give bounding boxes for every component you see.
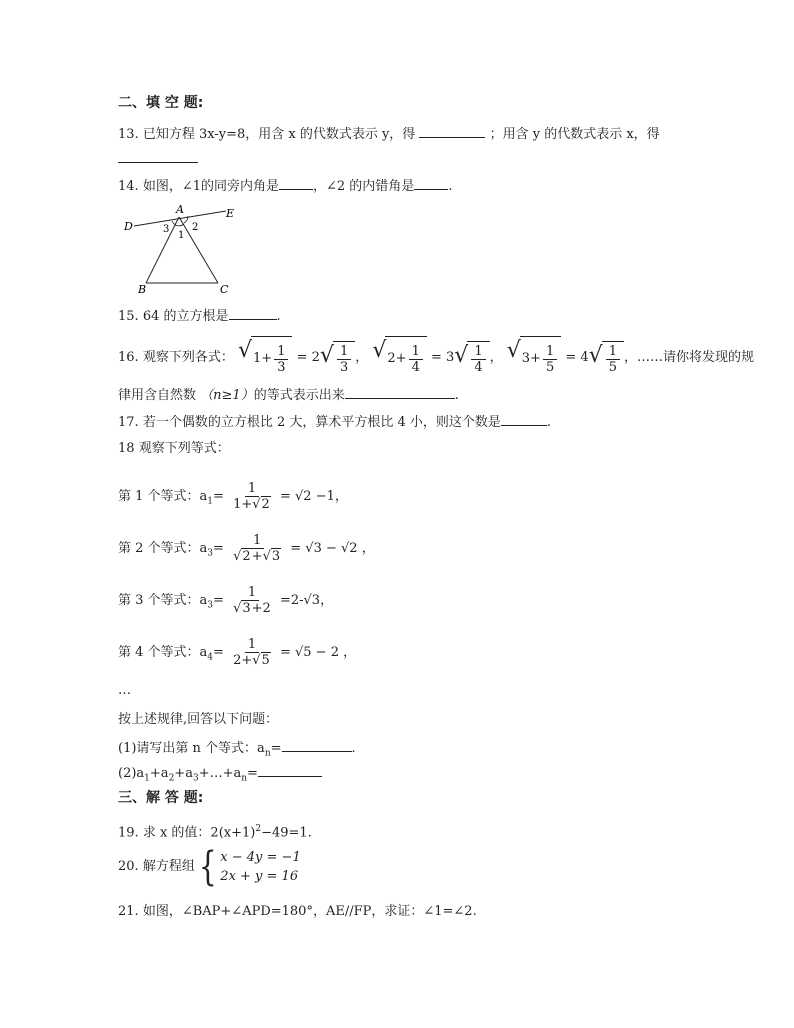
- q16-expr-1-rhs: √ $\frac{1}{3}$: [320, 341, 355, 375]
- q17-text: 若一个偶数的立方根比 2 大，算术平方根比 4 小，则这个数是: [142, 415, 501, 430]
- system-eq-2: 2x + y = 16: [220, 868, 299, 884]
- label-e: E: [226, 207, 235, 220]
- eq1-fraction: $\frac{1}{1+√2}$: [233, 481, 270, 512]
- q13-text: 已知方程 3x-y=8，用含 x 的代数式表示 y，得: [142, 127, 416, 142]
- q16-expr-2: √ 2+ $\frac{1}{4}$: [372, 336, 426, 379]
- q18-p1-blank[interactable]: [282, 739, 352, 752]
- label-c: C: [220, 283, 229, 295]
- equation-1: [118, 478, 348, 518]
- equation-2: [118, 530, 375, 570]
- q18-number: 18: [118, 441, 135, 456]
- eq3-sub: 3: [207, 600, 214, 611]
- question-21: [118, 904, 477, 920]
- q17-end: .: [546, 415, 552, 430]
- q16-blank[interactable]: [345, 386, 455, 399]
- q17-number: 17.: [118, 415, 139, 430]
- q18-p2-rest: +a: [149, 766, 169, 781]
- q13-blank-2[interactable]: [118, 150, 198, 163]
- q16-condition: （n≥1）: [200, 388, 254, 403]
- q14-text-2: ，∠2 的内错角是: [313, 179, 415, 194]
- q16-expr-3: √ 3+ $\frac{1}{5}$: [507, 336, 561, 379]
- question-19: [118, 821, 312, 841]
- angle-arc-1: [175, 224, 184, 226]
- label-angle-3: 3: [163, 224, 170, 235]
- label-angle-1: 1: [178, 230, 185, 241]
- q18-text: 观察下列等式：: [138, 441, 230, 456]
- q15-number: 15.: [118, 309, 139, 324]
- q21-text: 如图，∠BAP+∠APD=180°，AE//FP，求证：∠1=∠2.: [142, 904, 477, 919]
- q18-instructions: 按上述规律,回答以下问题：: [118, 712, 279, 727]
- ellipsis: …: [118, 683, 131, 698]
- q16-text-4: 的等式表示出来: [253, 388, 345, 403]
- q18-p2-blank[interactable]: [258, 764, 322, 777]
- label-d: D: [124, 220, 133, 233]
- eq4-fraction: $\frac{1}{2+√5}$: [233, 637, 270, 668]
- system-brace: {: [198, 843, 217, 890]
- q19-text: 求 x 的值：2(x+1): [142, 825, 256, 841]
- equation-4: [118, 634, 356, 674]
- eq2-rhs: = √3 − √2 ，: [290, 541, 375, 556]
- eq1-sub: 1: [207, 496, 214, 507]
- q16-expr-1: √ 1+ $\frac{1}{3}$: [238, 336, 292, 379]
- eq3-eq: =: [213, 593, 224, 608]
- eq4-label: 第 4 个等式：a: [118, 645, 208, 660]
- q19-rest: −49=1.: [261, 825, 312, 841]
- q15-text: 64 的立方根是: [142, 309, 229, 324]
- q18-p2-eq: =: [247, 766, 258, 781]
- q15-blank[interactable]: [229, 307, 277, 320]
- eq4-rhs: = √5 − 2 ，: [279, 645, 357, 660]
- system-eq-1: x − 4y = −1: [220, 849, 301, 865]
- eq2-eq: =: [213, 541, 224, 556]
- eq3-fraction: $\frac{1}{√3+2}$: [233, 585, 271, 616]
- q16-text: 观察下列各式：: [142, 350, 234, 365]
- eq1-label: 第 1 个等式：a: [118, 489, 208, 504]
- side-ac: [179, 217, 218, 283]
- q18-p1-text: (1)请写出第 n 个等式：a: [118, 741, 265, 756]
- q18-p1-sub: n: [264, 748, 271, 759]
- question-14: [118, 177, 452, 195]
- question-20: [118, 843, 301, 890]
- question-17: [118, 413, 551, 431]
- q16-text-2: ，……请你将发现的规: [623, 350, 754, 365]
- equation-3: [118, 582, 333, 622]
- angle-arc-3: [172, 221, 176, 225]
- eq4-eq: =: [213, 645, 224, 660]
- eq4-sub: 4: [207, 652, 214, 663]
- triangle-figure: [118, 203, 238, 295]
- q21-number: 21.: [118, 904, 139, 919]
- q16-expr-3-rhs: √ $\frac{1}{5}$: [589, 341, 624, 375]
- label-b: B: [138, 283, 147, 295]
- eq2-sub: 3: [207, 548, 214, 559]
- q13-blank-2-line: [118, 150, 198, 168]
- q14-blank-1[interactable]: [279, 177, 313, 190]
- label-a: A: [176, 203, 184, 216]
- q18-p2-text: (2)a: [118, 766, 145, 781]
- q19-number: 19.: [118, 825, 139, 841]
- q16-line-2: [118, 386, 459, 404]
- q13-blank-1[interactable]: [419, 125, 485, 138]
- question-13: [118, 125, 660, 143]
- question-18: [118, 441, 230, 457]
- q18-part-1: [118, 739, 356, 762]
- q14-end: .: [448, 179, 453, 194]
- q18-p1-end: .: [351, 741, 356, 756]
- q13-text-2: ；用含 y 的代数式表示 x，得: [489, 127, 660, 142]
- q15-end: .: [276, 309, 281, 324]
- q16-expr-2-rhs: √ $\frac{1}{4}$: [454, 341, 489, 375]
- eq1-eq: =: [213, 489, 224, 504]
- q18-p2-c: +a: [174, 766, 193, 781]
- q19-sup: 2: [255, 824, 262, 834]
- eq1-rhs: = √2 −1，: [279, 489, 348, 504]
- q14-text: 如图，∠1的同旁内角是: [142, 179, 279, 194]
- q16-text-3: 律用含自然数: [118, 388, 197, 403]
- q16-end: .: [454, 388, 459, 403]
- q20-text: 解方程组: [142, 859, 195, 874]
- q14-number: 14.: [118, 179, 139, 194]
- eq2-label: 第 2 个等式：a: [118, 541, 208, 556]
- question-16: 16. 观察下列各式： √ 1+ $\frac{1}{3}$ = 2 √ $\frac{1}{3}$ ， √ 2+ $\frac{1}{4}$ = 3 √ $\frac{1}{4}$ ， √ 3+ $\frac{1}{5}$ = 4 √ $\frac{1}{5}$ ，……请你将发现的规: [118, 336, 754, 376]
- q18-p1-eq: =: [270, 741, 282, 756]
- eq2-fraction: $\frac{1}{√2+√3}$: [233, 533, 281, 564]
- q13-number: 13.: [118, 127, 139, 142]
- eq3-rhs: =2-√3，: [279, 593, 334, 608]
- question-15: [118, 307, 281, 325]
- label-angle-2: 2: [192, 222, 199, 233]
- section-answer-heading: 三、解 答 题:: [118, 790, 204, 806]
- q16-number: 16.: [118, 350, 139, 365]
- q18-p2-d: +…+a: [198, 766, 242, 781]
- q17-blank[interactable]: [501, 413, 547, 426]
- q14-blank-2[interactable]: [414, 177, 448, 190]
- equation-system: [220, 848, 300, 886]
- eq3-label: 第 3 个等式：a: [118, 593, 208, 608]
- q20-number: 20.: [118, 859, 139, 874]
- section-fill-blank-heading: 二、填 空 题:: [118, 95, 204, 111]
- q18-part-2: $(2)a_1+a_2+a_3+\dots+a_n=$: [118, 764, 322, 787]
